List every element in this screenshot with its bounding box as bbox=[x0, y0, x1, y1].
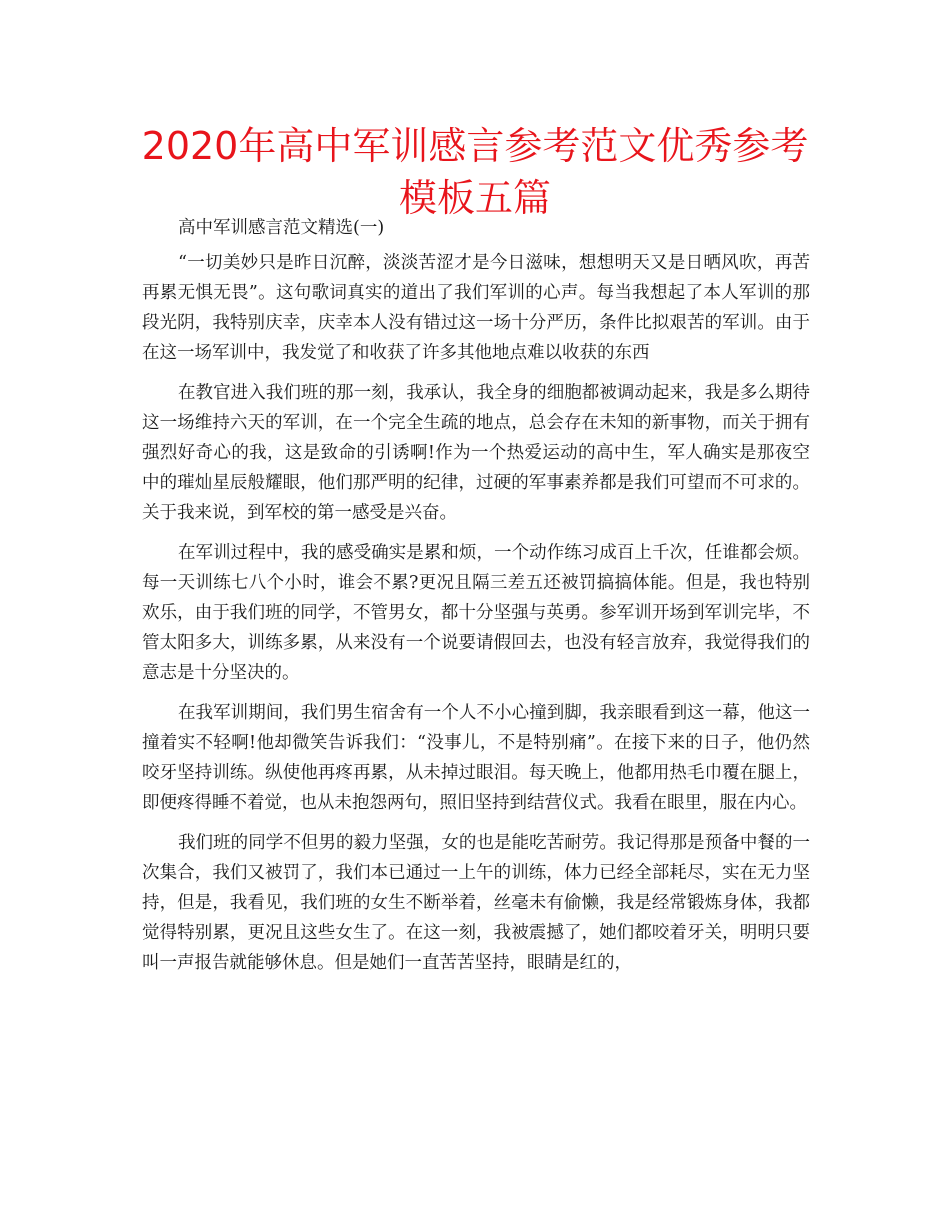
paragraph-1: “一切美妙只是昨日沉醉，淡淡苦涩才是今日滋味，想想明天又是日晒风吹，再苦再累无惧无畏”。这句歌词真实的道出了我们军训的心声。每当我想起了本人军训的那段光阴，我特别庆幸，庆幸本人没有错过这一场十分严历，条件比拟艰苦的军训。由于在这一场军训中，我发觉了和收获了许多其他地点难以收获的东西 bbox=[142, 253, 810, 363]
section-subtitle: 高中军训感言范文精选(一) bbox=[178, 218, 385, 238]
paragraph-2: 在教官进入我们班的那一刻，我承认，我全身的细胞都被调动起来，我是多么期待这一场维持六天的军训，在一个完全生疏的地点，总会存在未知的新事物，而关于拥有强烈好奇心的我，这是致命的引诱啊!作为一个热爱运动的高中生，军人确实是那夜空中的璀灿星辰般耀眼，他们那严明的纪律，过硬的军事素养都是我们可望而不可求的。关于我来说，到军校的第一感受是兴奋。 bbox=[142, 383, 810, 523]
paragraph-5: 我们班的同学不但男的毅力坚强，女的也是能吃苦耐劳。我记得那是预备中餐的一次集合，我们又被罚了，我们本已通过一上午的训练，体力已经全部耗尽，实在无力坚持，但是，我看见，我们班的女生不断举着，丝毫未有偷懒，我是经常锻炼身体，我都觉得特别累，更况且这些女生了。在这一刻，我被震撼了，她们都咬着牙关，明明只要叫一声报告就能够休息。但是她们一直苦苦坚持，眼睛是红的， bbox=[142, 833, 810, 973]
paragraph-3: 在军训过程中，我的感受确实是累和烦，一个动作练习成百上千次，任谁都会烦。每一天训练七八个小时，谁会不累?更况且隔三差五还被罚搞搞体能。但是，我也特别欢乐，由于我们班的同学，不管男女，都十分坚强与英勇。参军训开场到军训完毕，不管太阳多大，训练多累，从来没有一个说要请假回去，也没有轻言放弃，我觉得我们的意志是十分坚决的。 bbox=[142, 543, 810, 683]
document-title: 2020年高中军训感言参考范文优秀参考模板五篇 bbox=[141, 124, 809, 220]
paragraph-4: 在我军训期间，我们男生宿舍有一个人不小心撞到脚，我亲眼看到这一幕，他这一撞着实不轻啊!他却微笑告诉我们：“没事儿，不是特别痛”。在接下来的日子，他仍然咬牙坚持训练。纵使他再疼再累，从未掉过眼泪。每天晚上，他都用热毛巾覆在腿上，即便疼得睡不着觉，也从未抱怨两句，照旧坚持到结营仪式。我看在眼里，服在内心。 bbox=[142, 703, 810, 813]
document-body bbox=[142, 214, 810, 988]
